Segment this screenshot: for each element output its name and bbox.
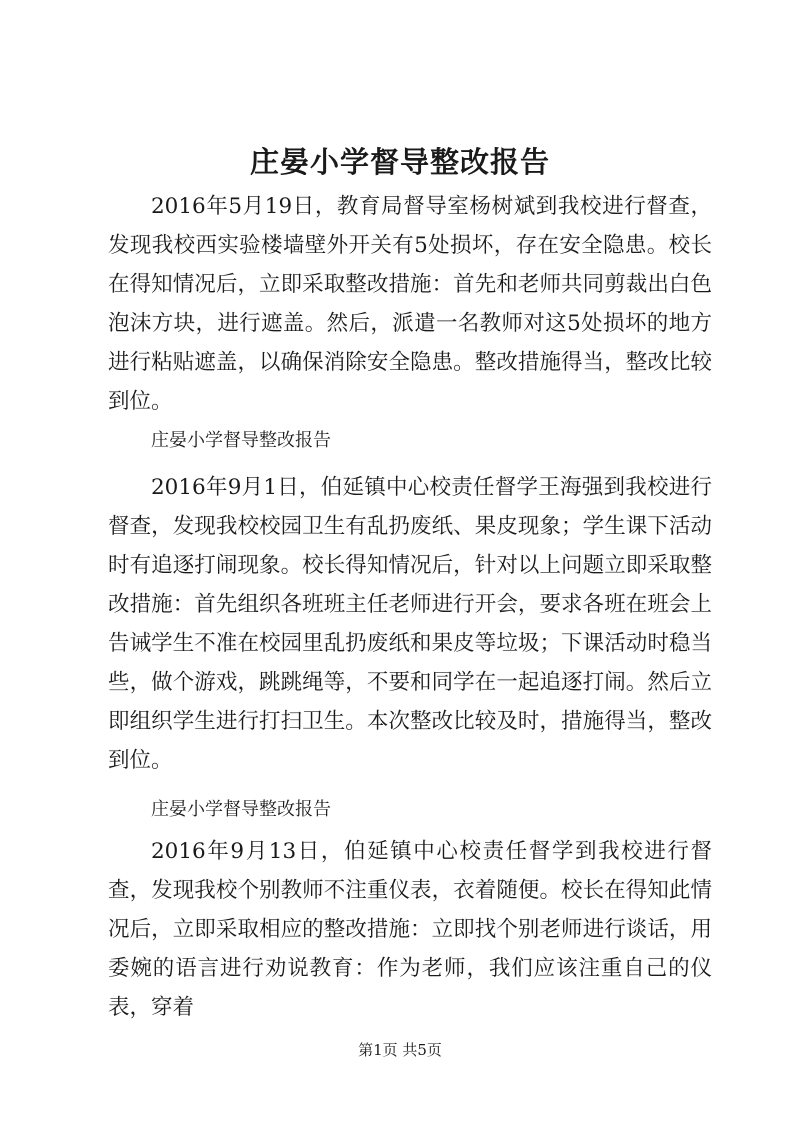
paragraph-2: 2016年9月1日，伯延镇中心校责任督学王海强到我校进行督查，发现我校校园卫生有乱扔废纸、果皮现象；学生课下活动时有追逐打闹现象。校长得知情况后，针对以上问题立即采取整改措施：首先组织各班班主任老师进行开会，要求各班在班会上告诫学生不准在校园里乱扔废纸和果皮等垃圾；下课活动时稳当些，做个游戏，跳跳绳等，不要和同学在一起追逐打闹。然后立即组织学生进行打扫卫生。本次整改比较及时，措施得当，整改到位。 <box>108 475 712 773</box>
section-heading-1: 庄晏小学督导整改报告 <box>151 430 331 451</box>
document-body-section-5 <box>108 832 712 1027</box>
section-heading-2: 庄晏小学督导整改报告 <box>151 799 331 820</box>
document-body-section-2 <box>108 421 712 460</box>
document-body-section-3 <box>108 468 712 780</box>
document-body-section-4 <box>108 790 712 829</box>
page-footer: 第1页 共5页 <box>358 1041 442 1059</box>
paragraph-1: 2016年5月19日，教育局督导室杨树斌到我校进行督查，发现我校西实验楼墙壁外开关有5处损坏，存在安全隐患。校长在得知情况后，立即采取整改措施：首先和老师共同剪裁出白色泡沫方块，进行遮盖。然后，派遣一名教师对这5处损坏的地方进行粘贴遮盖，以确保消除安全隐患。整改措施得当，整改比较到位。 <box>108 194 712 414</box>
document-body-section-1 <box>108 187 712 421</box>
paragraph-3: 2016年9月13日，伯延镇中心校责任督学到我校进行督查，发现我校个别教师不注重仪表，衣着随便。校长在得知此情况后，立即采取相应的整改措施：立即找个别老师进行谈话，用委婉的语言进行劝说教育：作为老师，我们应该注重自己的仪表，穿着 <box>108 839 712 1020</box>
document-title: 庄晏小学督导整改报告 <box>249 145 550 179</box>
